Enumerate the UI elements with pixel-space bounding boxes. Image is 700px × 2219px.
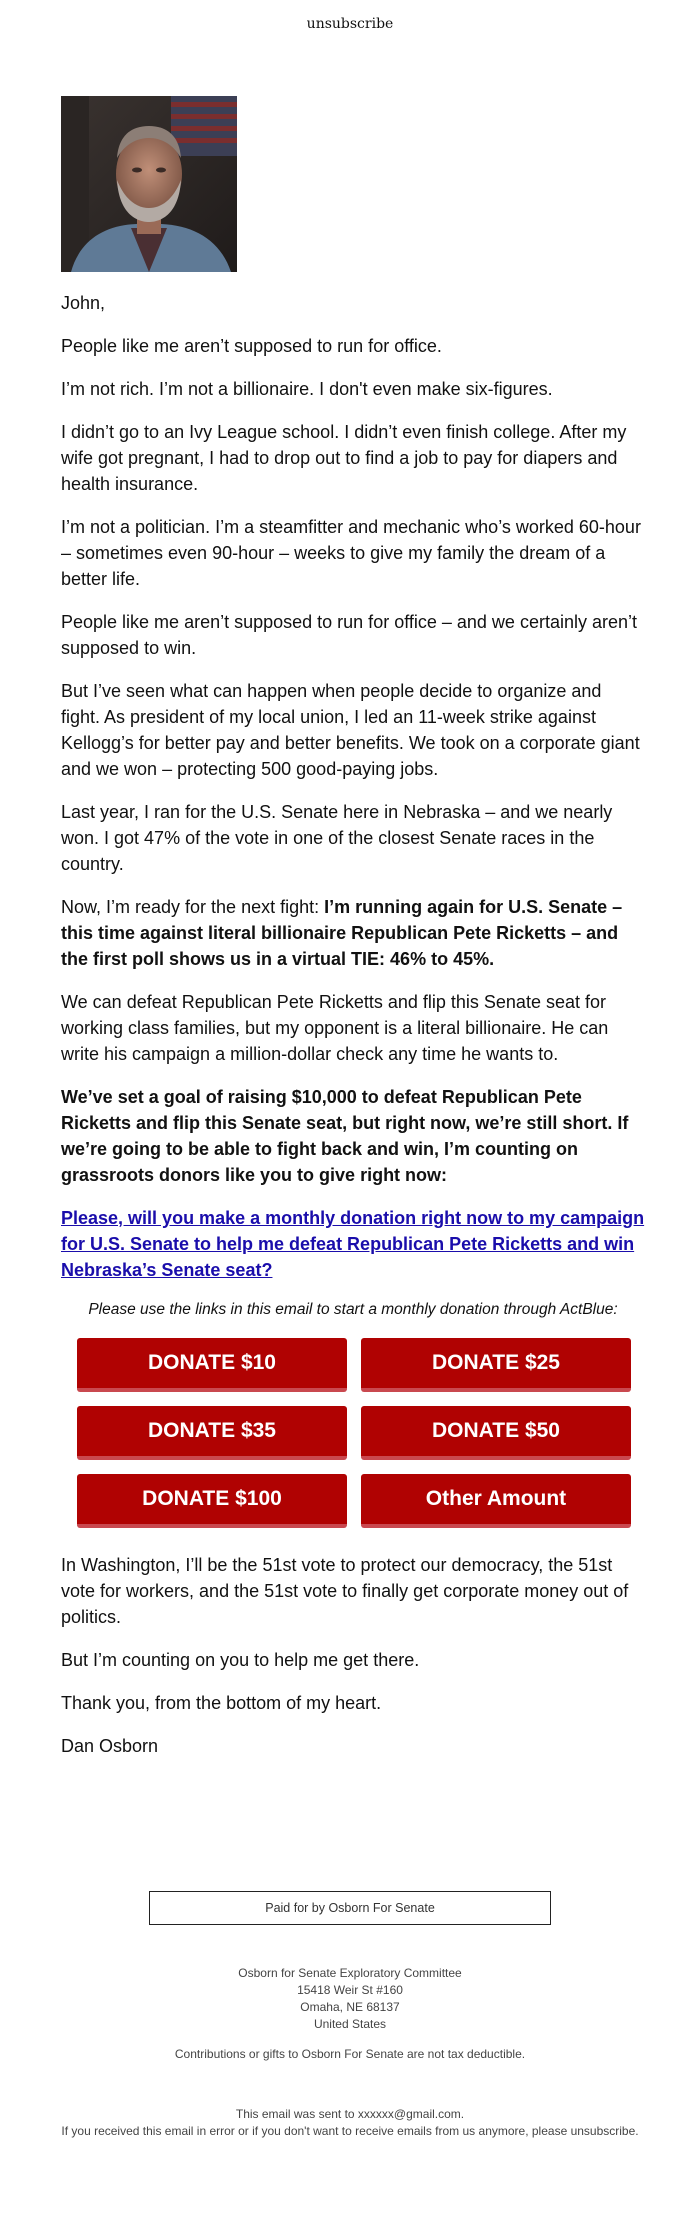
sent-info (0, 2106, 700, 2140)
paragraph-6: But I’ve seen what can happen when people decide to organize and fight. As president of my local union, I led an 11-week strike against Kellogg’s for better pay and better benefits. We took on a corporate giant and we won – protecting 500 good-paying jobs. (61, 681, 640, 779)
paragraph-1: People like me aren’t supposed to run for office. (61, 336, 442, 356)
donate-50-button[interactable]: DONATE $50 (361, 1406, 631, 1460)
paragraph-12: But I’m counting on you to help me get there. (61, 1650, 420, 1670)
paragraph-3: I didn’t go to an Ivy League school. I didn’t even finish college. After my wife got pregnant, I had to drop out to find a job to pay for diapers and health insurance. (61, 422, 627, 494)
donate-other-amount-button[interactable]: Other Amount (361, 1474, 631, 1528)
paragraph-5: People like me aren’t supposed to run for office – and we certainly aren’t supposed to win. (61, 612, 637, 658)
paragraph-13: Thank you, from the bottom of my heart. (61, 1693, 382, 1713)
unsubscribe-header (0, 0, 700, 40)
donate-35-button[interactable]: DONATE $35 (77, 1406, 347, 1460)
candidate-photo (61, 96, 237, 272)
org-name: Osborn for Senate Exploratory Committee (238, 1966, 462, 1980)
country: United States (313, 2017, 387, 2031)
paragraph-11: In Washington, I’ll be the 51st vote to protect our democracy, the 51st vote for workers, and the 51st vote to finally get corporate money out of politics. (61, 1555, 629, 1627)
donate-100-button[interactable]: DONATE $100 (77, 1474, 347, 1528)
actblue-note: Please use the links in this email to start a monthly donation through ActBlue: (88, 1301, 618, 1318)
mailing-address (0, 1965, 700, 2033)
error-note[interactable]: If you received this email in error or if you don't want to receive emails from us anymore, please unsubscribe. (61, 2124, 639, 2138)
paragraph-8-plain: Now, I’m ready for the next fight: (61, 897, 325, 917)
sent-to: This email was sent to xxxxxx@gmail.com. (235, 2107, 465, 2121)
greeting: John, (61, 293, 106, 313)
paragraph-7: Last year, I ran for the U.S. Senate here in Nebraska – and we nearly won. I got 47% of the vote in one of the closest Senate races in the country. (61, 802, 613, 874)
paragraph-8 (61, 894, 645, 972)
unsubscribe-link[interactable]: unsubscribe (306, 16, 394, 32)
paragraph-10: We’ve set a goal of raising $10,000 to defeat Republican Pete Ricketts and flip this Senate seat, but right now, we’re still short. If we’re going to be able to fight back and win, I’m counting on grassroots donors like you to give right now: (61, 1087, 629, 1185)
monthly-donation-link[interactable]: Please, will you make a monthly donation right now to my campaign for U.S. Senate to help me defeat Republican Pete Ricketts and win Nebraska’s Senate seat? (61, 1208, 645, 1280)
donate-button-grid (77, 1338, 645, 1528)
ask-paragraph (61, 1205, 645, 1283)
paid-for-text: Paid for by Osborn For Senate (265, 1901, 435, 1915)
street-address: 15418 Weir St #160 (297, 1983, 403, 1997)
paragraph-2: I’m not rich. I’m not a billionaire. I don't even make six-figures. (61, 379, 553, 399)
paid-for-box (149, 1891, 551, 1925)
paragraph-9: We can defeat Republican Pete Ricketts and flip this Senate seat for working class families, but my opponent is a literal billionaire. He can write his campaign a million-dollar check any time he wants to. (61, 992, 609, 1064)
tax-note: Contributions or gifts to Osborn For Senate are not tax deductible. (174, 2047, 526, 2061)
signature: Dan Osborn (61, 1736, 159, 1756)
email-body (61, 96, 645, 1776)
paragraph-4: I’m not a politician. I’m a steamfitter and mechanic who’s worked 60-hour – sometimes even 90-hour – weeks to give my family the dream of a better life. (61, 517, 641, 589)
donate-25-button[interactable]: DONATE $25 (361, 1338, 631, 1392)
donate-10-button[interactable]: DONATE $10 (77, 1338, 347, 1392)
paragraph-8-bold: I’m running again for U.S. Senate – this time against literal billionaire Republican Pete Ricketts – and the first poll shows us in a virtual TIE: 46% to 45%. (61, 897, 623, 969)
email-footer (0, 1891, 700, 2140)
city-state-zip: Omaha, NE 68137 (300, 2000, 400, 2014)
